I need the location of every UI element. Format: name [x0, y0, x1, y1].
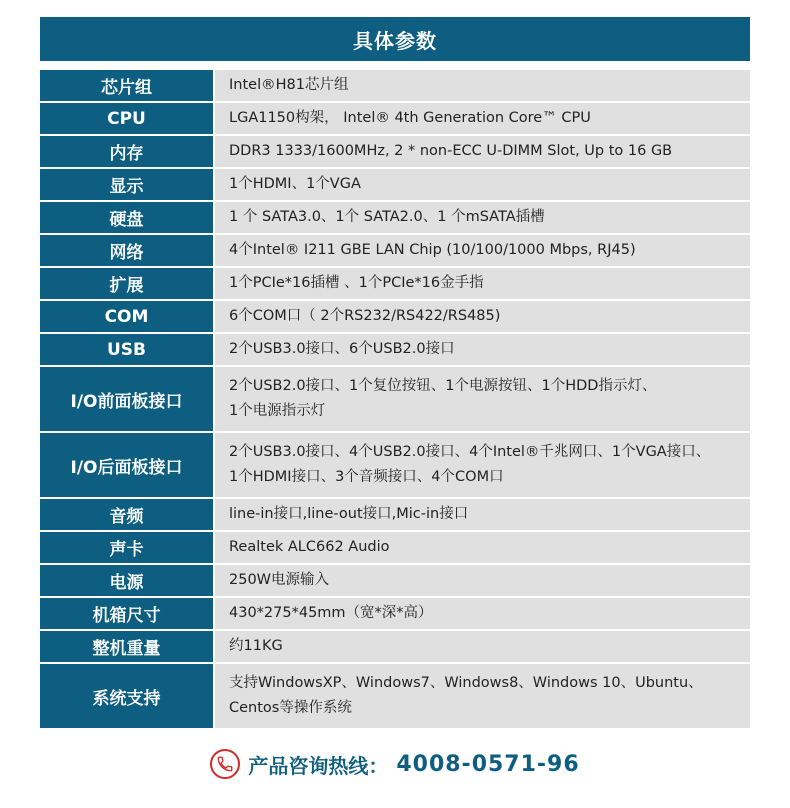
spec-row	[40, 565, 750, 598]
spec-value-line: 1个HDMI接口、3个音频接口、4个COM口	[229, 469, 504, 485]
spec-value	[215, 202, 750, 233]
spec-table	[40, 70, 750, 730]
spec-value	[215, 664, 750, 728]
spec-value-line: 6个COM口（ 2个RS232/RS422/RS485)	[229, 308, 501, 324]
phone-icon	[210, 749, 240, 779]
hotline-label: 产品咨询热线：	[248, 753, 389, 778]
spec-value-line: 2个USB3.0接口、6个USB2.0接口	[229, 341, 455, 357]
spec-row	[40, 664, 750, 730]
spec-row	[40, 301, 750, 334]
spec-label: I/O前面板接口	[40, 367, 215, 431]
spec-label: 扩展	[40, 268, 215, 299]
spec-row	[40, 70, 750, 103]
spec-row	[40, 334, 750, 367]
spec-row	[40, 433, 750, 499]
spec-label: 音频	[40, 499, 215, 530]
spec-value-line: Realtek ALC662 Audio	[229, 539, 390, 555]
spec-label: 硬盘	[40, 202, 215, 233]
spec-value-line: LGA1150构架， Intel® 4th Generation Core™ CPU	[229, 110, 591, 126]
spec-value-line: 250W电源输入	[229, 572, 330, 588]
spec-value-line: DDR3 1333/1600MHz, 2 * non-ECC U-DIMM Slot, Up to 16 GB	[229, 143, 673, 159]
spec-row	[40, 136, 750, 169]
spec-value	[215, 499, 750, 530]
spec-value	[215, 301, 750, 332]
spec-label: CPU	[40, 103, 215, 134]
spec-row	[40, 169, 750, 202]
spec-row	[40, 532, 750, 565]
spec-row	[40, 598, 750, 631]
spec-value	[215, 532, 750, 563]
spec-label: 系统支持	[40, 664, 215, 728]
spec-row	[40, 367, 750, 433]
spec-value-line: 1个HDMI、1个VGA	[229, 176, 361, 192]
spec-value	[215, 103, 750, 134]
spec-value-line: 4个Intel® I211 GBE LAN Chip (10/100/1000 Mbps, RJ45)	[229, 242, 636, 258]
spec-value-line: 430*275*45mm（宽*深*高）	[229, 605, 433, 621]
spec-row	[40, 499, 750, 532]
spec-label: 机箱尺寸	[40, 598, 215, 629]
spec-label: 电源	[40, 565, 215, 596]
spec-value-line: Intel®H81芯片组	[229, 77, 349, 93]
spec-value	[215, 334, 750, 365]
spec-value-line: Centos等操作系统	[229, 700, 352, 716]
spec-value	[215, 367, 750, 431]
spec-value-line: 1个PCIe*16插槽 、1个PCIe*16金手指	[229, 275, 484, 291]
spec-value-line: 1个电源指示灯	[229, 403, 326, 419]
spec-value	[215, 136, 750, 167]
spec-row	[40, 103, 750, 136]
hotline-banner	[0, 742, 790, 786]
spec-value-line: 2个USB2.0接口、1个复位按钮、1个电源按钮、1个HDD指示灯、	[229, 378, 657, 394]
spec-value	[215, 631, 750, 662]
spec-value-line: 1 个 SATA3.0、1个 SATA2.0、1 个mSATA插槽	[229, 209, 545, 225]
spec-label: I/O后面板接口	[40, 433, 215, 497]
spec-value-line: 约11KG	[229, 638, 283, 654]
spec-label: 芯片组	[40, 70, 215, 101]
spec-value	[215, 268, 750, 299]
spec-row	[40, 268, 750, 301]
page-title: 具体参数	[40, 17, 750, 61]
spec-label: 网络	[40, 235, 215, 266]
spec-value-line: 2个USB3.0接口、4个USB2.0接口、4个Intel®千兆网口、1个VGA接口、	[229, 444, 711, 460]
spec-label: 声卡	[40, 532, 215, 563]
spec-label: COM	[40, 301, 215, 332]
spec-value-line: 支持WindowsXP、Windows7、Windows8、Windows 10、Ubuntu、	[229, 675, 703, 691]
spec-value	[215, 70, 750, 101]
spec-label: 内存	[40, 136, 215, 167]
spec-row	[40, 235, 750, 268]
spec-value	[215, 433, 750, 497]
hotline-number: 4008-0571-96	[396, 751, 580, 777]
spec-label: 整机重量	[40, 631, 215, 662]
spec-value-line: line-in接口,line-out接口,Mic-in接口	[229, 506, 469, 522]
spec-row	[40, 631, 750, 664]
spec-row	[40, 202, 750, 235]
spec-label: 显示	[40, 169, 215, 200]
spec-value	[215, 598, 750, 629]
spec-value	[215, 235, 750, 266]
spec-label: USB	[40, 334, 215, 365]
spec-value	[215, 565, 750, 596]
spec-value	[215, 169, 750, 200]
